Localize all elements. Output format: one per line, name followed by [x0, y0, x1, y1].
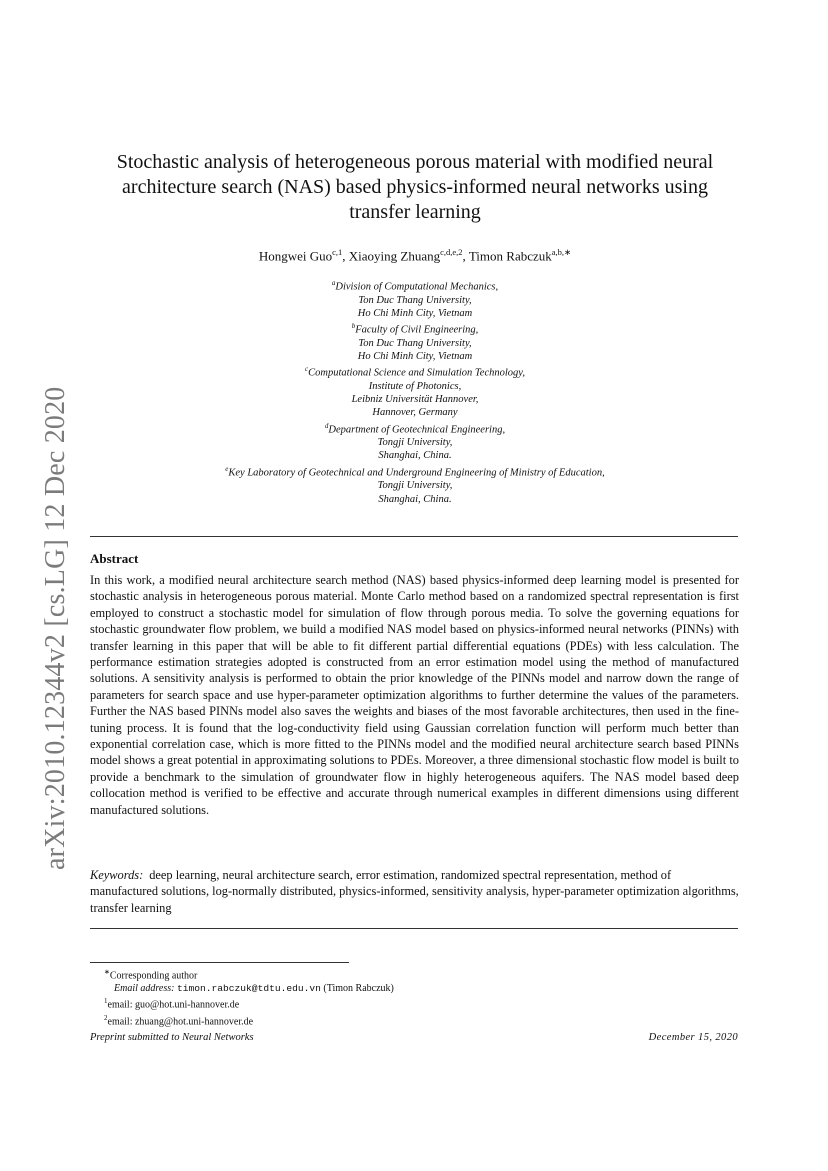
abstract-body: In this work, a modified neural architecture search method (NAS) based physics-informed deep learning model is presented for stochastic analysis in heterogeneous porous material. Monte Carlo method based on a randomized spectral representation is first employed to construct a stochastic model for simulation of flow through porous media. To solve the governing equations for stochastic groundwater flow problem, we build a modified NAS model based on physics-informed neural networks (PINNs) with transfer learning in this paper that will be able to fit different partial differential equations (PDEs) with less calculation. The performance estimation strategies adopted is constructed from an error estimation model using the method of manufactured solutions. A sensitivity analysis is performed to obtain the prior knowledge of the PINNs model and narrow down the range of parameters for search space and use hyper-parameter optimization algorithms to further determine the values of the parameters. Further the NAS based PINNs model also saves the weights and biases of the most favorable architectures, then used in the fine-tuning process. It is found that the log-conductivity field using Gaussian correlation function will perform much better than exponential correlation case, which is more fitted to the PINNs model and the modified neural architecture search based PINNs model shows a great potential in approximating solutions to PDEs. Moreover, a three dimensional stochastic flow model is built to provide a benchmark to the simulation of groundwater flow in highly heterogeneous aquifers. The NAS model based deep collocation method is verified to be effective and accurate through numerical examples in different dimensions using different manufactured solutions. [90, 573, 739, 817]
author-name: Hongwei Guo [258, 248, 333, 264]
keywords-text: deep learning, neural architecture search, error estimation, randomized spectral representation, method of manufactured solutions, log-normally distributed, physics-informed, sensitivity analysis, hyper-parameter optimization algorithms, transfer learning [90, 868, 739, 915]
affiliation-line: Tongji University, [377, 480, 453, 492]
footnote-1: $^1$email: guo@hot.uni-hannover.de [104, 997, 240, 1011]
keywords-label: Keywords: [90, 868, 144, 882]
affiliation-line: $^d$Department of Geotechnical Engineering, [324, 421, 506, 436]
affiliation-mark: a [331, 279, 336, 287]
email-label: Email address: [114, 983, 175, 995]
footnote-corresponding: ∗Corresponding author [104, 968, 198, 982]
affiliation-line: Tongji University, [377, 437, 453, 449]
affiliation-line: Ton Duc Thang University, [358, 294, 472, 306]
affiliation-line: Shanghai, China. [378, 493, 452, 505]
author-affil-mark: a,b,∗ [551, 247, 572, 257]
paper-title: Stochastic analysis of heterogeneous porous material with modified neural architecture search (NAS) based physics-informed neural networks using transfer learning [116, 151, 714, 223]
affiliation-line: Ho Chi Minh City, Vietnam [357, 351, 473, 363]
email-owner: (Timon Rabczuk) [323, 983, 394, 995]
abstract-bottom-rule [90, 928, 738, 929]
affiliation-mark: c [305, 365, 309, 374]
submission-date: December 15, 2020 [648, 1032, 738, 1043]
affiliation-line: Institute of Photonics, [368, 380, 462, 392]
author-affil-mark: c,d,e,2 [440, 247, 463, 257]
affiliation-line: Shanghai, China. [378, 450, 452, 462]
abstract-top-rule [90, 536, 738, 537]
footnote-rule [90, 962, 349, 963]
author-name: Timon Rabczuk [468, 248, 552, 264]
affiliation-mark: d [324, 421, 329, 430]
footnotes [90, 966, 690, 1028]
affiliation-line: $^a$Division of Computational Mechanics, [331, 279, 499, 293]
preprint-note: Preprint submitted to Neural Networks [90, 1032, 254, 1043]
affiliation-line: Hannover, Germany [372, 407, 458, 419]
author-affil-mark: c,1 [332, 247, 343, 257]
affiliation-line: $^b$Faculty of Civil Engineering, [351, 322, 479, 336]
author-name: Xiaoying Zhuang [348, 248, 441, 264]
keywords-block [90, 867, 739, 916]
affiliation-mark: e [225, 464, 229, 473]
author-list: Hongwei Guo$^{c,1}$, Xiaoying Zhuang$^{c,d,e,2}$, Timon Rabczuk$^{a,b,∗}$ [258, 247, 572, 264]
affiliation-line: $^e$Key Laboratory of Geotechnical and Underground Engineering of Ministry of Education, [225, 464, 605, 479]
affiliation-line: Ton Duc Thang University, [358, 337, 472, 349]
arxiv-identifier-stamp: arXiv:2010.12344v2 [cs.LG] 12 Dec 2020 [40, 386, 71, 870]
affiliation-line: Ho Chi Minh City, Vietnam [357, 307, 473, 319]
affiliation-list [90, 277, 740, 506]
affiliation-line: $^c$Computational Science and Simulation Technology, [305, 365, 525, 379]
footnote-2: $^2$email: zhuang@hot.uni-hannover.de [104, 1013, 254, 1027]
footnote-email [90, 982, 690, 995]
affiliation-mark: b [351, 322, 356, 331]
email-link[interactable]: timon.rabczuk@tdtu.edu.vn [176, 983, 321, 995]
affiliation-line: Leibniz Universität Hannover, [351, 394, 479, 406]
abstract-heading: Abstract [90, 551, 139, 566]
